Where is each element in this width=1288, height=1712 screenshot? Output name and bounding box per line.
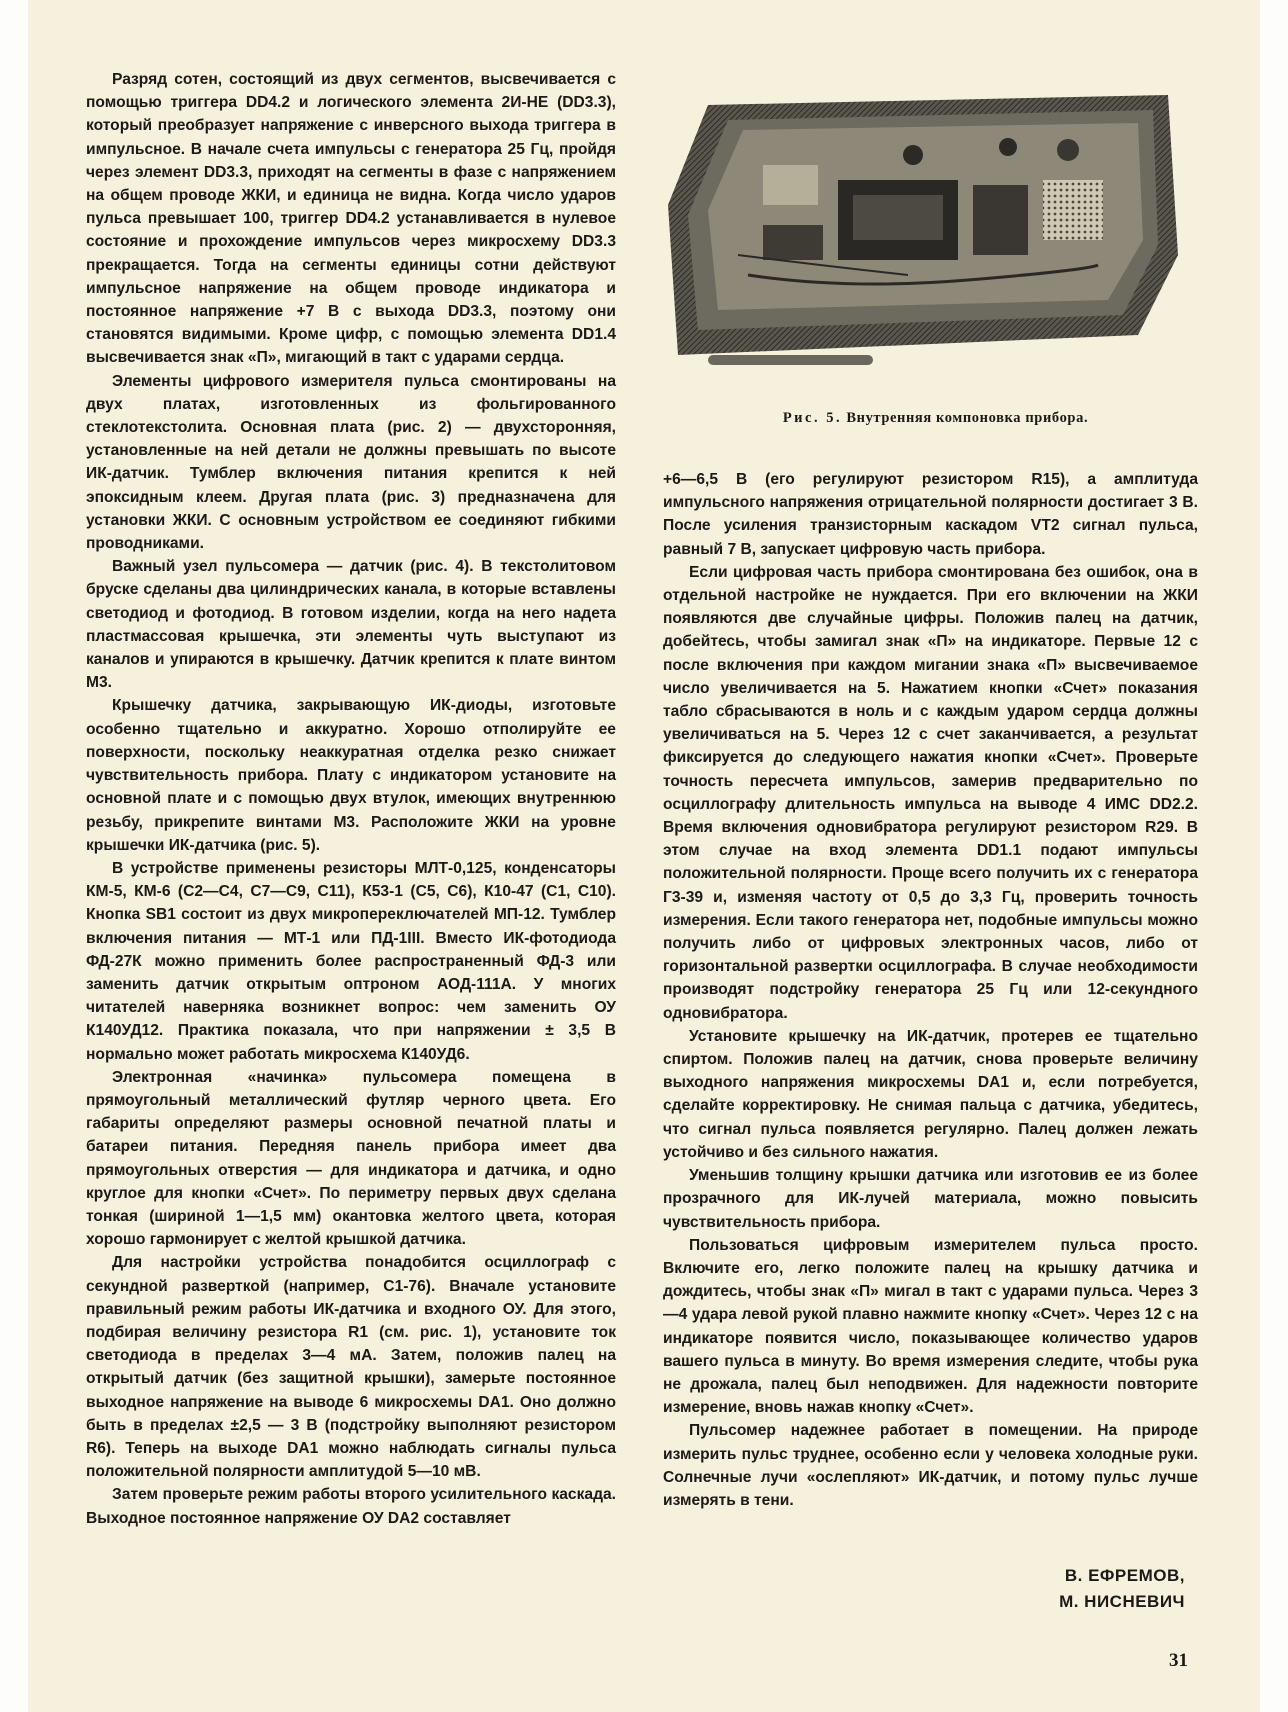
paragraph: Разряд сотен, состоящий из двух сегментов, высвечивается с помощью триггера DD4.2 и логического элемента 2И-НЕ (DD3.3), который преобразует напряжение с инверсного выхода триггера в импульсное. В начале счета импульсы с генератора 25 Гц, пройдя через элемент DD3.3, приходят на сегменты в фазе с напряжением на общем проводе ЖКИ, и единица не видна. Когда число ударов пульса превышает 100, триггер DD4.2 устанавливается в нулевое состояние и прохождение импульсов через микросхему DD3.3 прекращается. Тогда на сегменты единицы сотни действуют импульсное напряжение на общем проводе индикатора и постоянное напряжение +7 В с выхода DD3.3, поэтому они становятся видимыми. Кроме цифр, с помощью элемента DD1.4 высвечивается знак «П», мигающий в такт с ударами сердца. <box>86 71 616 367</box>
paragraph: Пользоваться цифровым измерителем пульса просто. Включите его, легко положите палец на крышку датчика и дождитесь, чтобы знак «П» мигал в такт с ударами пульса. Через 3—4 удара левой рукой плавно нажмите кнопку «Счет». Через 12 с на индикаторе появится число, показывающее количество ударов вашего пульса в минуту. Во время измерения следите, чтобы рука не дрожала, палец был неподвижен. Для надежности повторите измерение, вновь нажав кнопку «Счет». <box>663 1236 1198 1417</box>
component <box>903 145 923 165</box>
authors <box>1059 1563 1185 1615</box>
lid-edge <box>708 355 873 365</box>
paragraph: Крышечку датчика, закрывающую ИК-диоды, изготовьте особенно тщательно и аккуратно. Хорошо отполируйте ее поверхности, поскольку неаккуратная отделка резко снижает чувствительность прибора. Плату с индикатором установите на основной плате и с помощью двух втулок, имеющих внутреннюю резьбу, прикрепите винтами М3. Расположите ЖКИ на уровне крышечки ИК-датчика (рис. 5). <box>86 697 616 854</box>
paragraph: Важный узел пульсомера — датчик (рис. 4). В текстолитовом бруске сделаны два цилиндрических канала, в которые вставлены светодиод и фотодиод. В готовом изделии, когда на него надета пластмассовая крышечка, эти элементы чуть выступают из каналов и упираются в крышечку. Датчик крепится к плате винтом М3. <box>86 558 616 692</box>
component <box>763 225 823 260</box>
figure-caption-text: Внутренняя компоновка прибора. <box>846 410 1089 426</box>
paragraph: Электронная «начинка» пульсомера помещена в прямоугольный металлический футляр черного цвета. Его габариты определяют размеры основной печатной платы и батареи питания. Передняя панель прибора имеет два прямоугольных отверстия — для индикатора и датчика, и одно круглое для кнопки «Счет». По периметру первых двух сделана тонкая (шириной 1—1,5 мм) окантовка желтого цвета, которая хорошо гармонирует с желтой крышкой датчика. <box>86 1068 616 1249</box>
left-text-column <box>86 68 616 1530</box>
author-name: В. ЕФРЕМОВ, <box>1064 1566 1185 1585</box>
figure-5 <box>668 85 1203 430</box>
paragraph: +6—6,5 В (его регулируют резистором R15), а амплитуда импульсного напряжения отрицательной полярности достигает 3 В. После усиления транзисторным каскадом VT2 сигнал пульса, равный 7 В, запускает цифровую часть прибора. <box>663 471 1198 558</box>
component <box>1057 139 1079 161</box>
paragraph: В устройстве применены резисторы МЛТ-0,125, конденсаторы КМ-5, КМ-6 (С2—С4, С7—С9, С11), К53-1 (С5, С6), К10-47 (С1, С10). Кнопка SB1 состоит из двух микропереключателей МП-12. Тумблер включения питания — МТ-1 или ПД-1III. Вместо ИК-фотодиода ФД-27К можно применить более распространенный ФД-3 или заменить датчик открытым оптроном АОД-111А. У многих читателей наверняка возникнет вопрос: чем заменить ОУ К140УД12. Практика показала, что при напряжении ± 3,5 В нормально может работать микросхема К140УД6. <box>86 859 616 1063</box>
battery-compartment <box>1043 180 1103 240</box>
chip <box>973 185 1028 255</box>
figure-caption <box>668 410 1203 427</box>
lcd-display <box>853 195 943 240</box>
component <box>763 165 818 205</box>
paragraph: Установите крышечку на ИК-датчик, протерев ее тщательно спиртом. Положив палец на датчик, снова проверьте величину выходного напряжения микросхемы DA1 и, если потребуется, сделайте корректировку. Не снимая пальца с датчика, убедитесь, что сигнал пульса появляется регулярно. Палец должен лежать устойчиво и без сильного нажатия. <box>663 1027 1198 1161</box>
device-photo <box>668 85 1203 385</box>
figure-label: Рис. 5. <box>782 410 843 426</box>
paragraph: Для настройки устройства понадобится осциллограф с секундной разверткой (например, С1-76). Вначале установите правильный режим работы ИК-датчика и входного ОУ. Для этого, подбирая величину резистора R1 (см. рис. 1), установите ток светодиода в пределах 3—4 мА. Затем, положив палец на открытый датчик (без защитной крышки), замерьте постоянное выходное напряжение на выводе 6 микросхемы DA1. Оно должно быть в пределах ±2,5 — 3 В (подстройку выполняют резистором R6). Теперь на выходе DA1 можно наблюдать сигналы пульса положительной полярности амплитудой 5—10 мВ. <box>86 1254 616 1481</box>
paragraph: Уменьшив толщину крышки датчика или изготовив ее из более прозрачного для ИК-лучей материала, можно повысить чувствительность прибора. <box>663 1167 1198 1231</box>
paragraph: Пульсомер надежнее работает в помещении. На природе измерить пульс труднее, особенно если у человека холодные руки. Солнечные лучи «ослепляют» ИК-датчик, и потому пульс лучше измерять в тени. <box>663 1422 1198 1509</box>
magazine-page <box>28 0 1260 1712</box>
paragraph: Затем проверьте режим работы второго усилительного каскада. Выходное постоянное напряжение ОУ DA2 составляет <box>86 1486 616 1527</box>
component <box>999 138 1017 156</box>
author-name: М. НИСНЕВИЧ <box>1059 1592 1185 1611</box>
paragraph: Если цифровая часть прибора смонтирована без ошибок, она в отдельной настройке не нуждается. При его включении на ЖКИ появляются две случайные цифры. Положив палец на датчик, добейтесь, чтобы замигал знак «П» на индикаторе. Первые 12 с после включения при каждом мигании знака «П» высвечиваемое число увеличивается на 5. Нажатием кнопки «Счет» показания табло сбрасываются в ноль и с каждым ударом сердца должны увеличиваться на 5. Через 12 с счет заканчивается, а результат фиксируется до следующего нажатия кнопки «Счет». Проверьте точность пересчета импульсов, замерив предварительно по осциллографу длительность импульса на выводе 4 ИМС DD2.2. Время включения одновибратора регулируют резистором R29. В этом случае на вход элемента DD1.1 подают импульсы положительной полярности. Проще всего получить их с генератора Г3-39 и, изменяя частоту от 0,5 до 3,3 Гц, проверить точность измерения. Если такого генератора нет, подобные импульсы можно получить либо от цифровых электронных часов, либо от горизонтальной развертки осциллографа. В случае необходимости производят подстройку генератора 25 Гц или 12-секундного одновибратора. <box>663 563 1198 1022</box>
right-text-column <box>663 468 1198 1512</box>
paragraph: Элементы цифрового измерителя пульса смонтированы на двух платах, изготовленных из фольгированного стеклотекстолита. Основная плата (рис. 2) — двухсторонняя, установленные на ней детали не должны превышать по высоте ИК-датчик. Тумблер включения питания крепится к ней эпоксидным клеем. Другая плата (рис. 3) предназначена для установки ЖКИ. С основным устройством ее соединяют гибкими проводниками. <box>86 372 616 553</box>
page-number: 31 <box>1169 1650 1188 1671</box>
